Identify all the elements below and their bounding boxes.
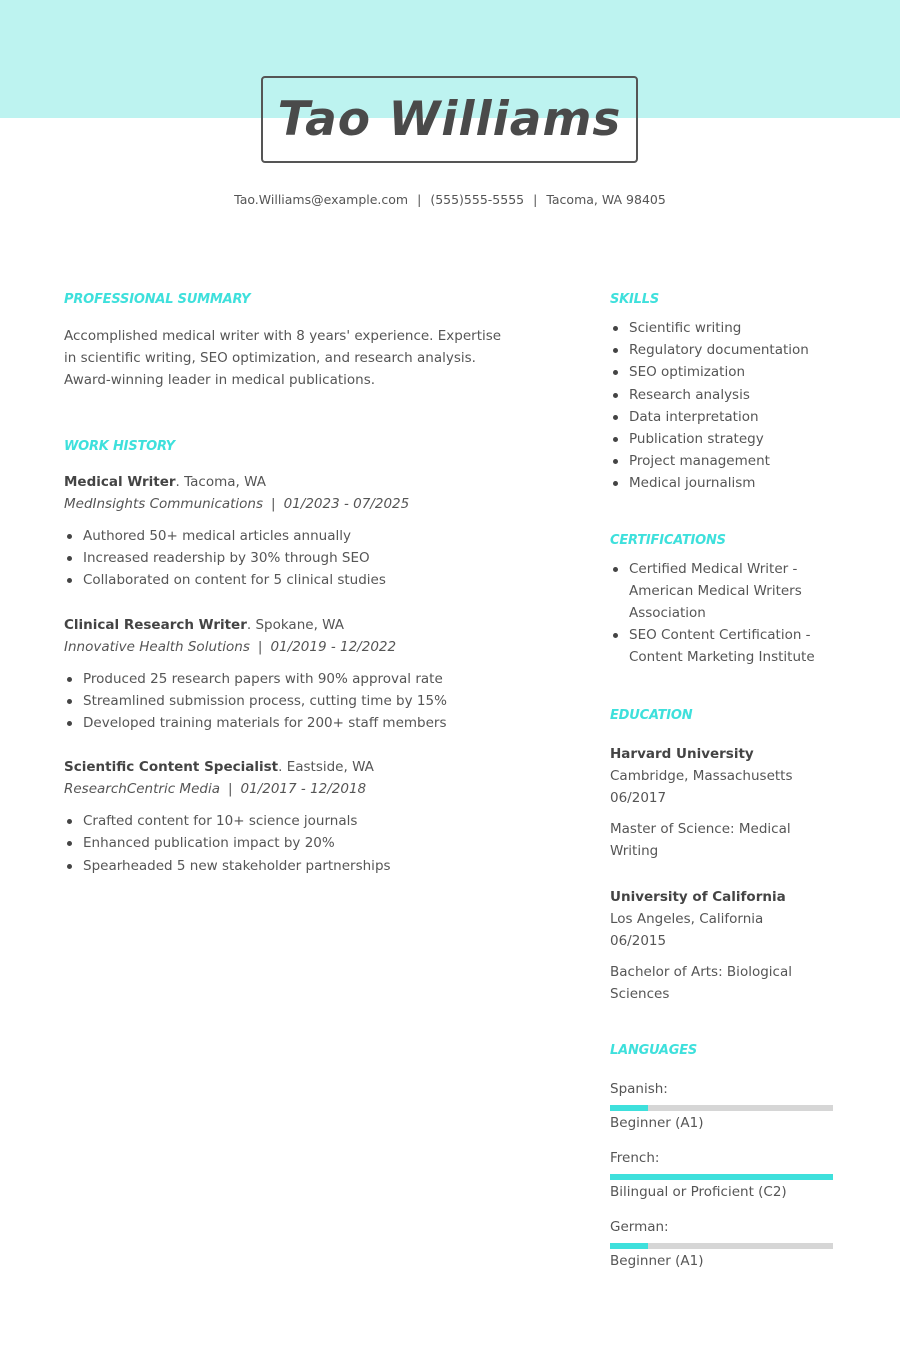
job-bullet: Increased readership by 30% through SEO xyxy=(64,547,514,569)
language-name: French: xyxy=(610,1149,660,1166)
job-company: MedInsights Communications xyxy=(64,496,264,512)
education-location: Los Angeles, California xyxy=(610,910,764,927)
skill-item: Publication strategy xyxy=(610,428,835,450)
contact-separator: | xyxy=(417,192,422,207)
job-location: . Eastside, WA xyxy=(278,759,374,776)
job-separator: | xyxy=(227,781,233,798)
job-bullets xyxy=(64,810,514,877)
contact-phone: (555)555-5555 xyxy=(430,192,525,207)
job-role: Clinical Research Writer xyxy=(64,616,247,633)
summary-text: Accomplished medical writer with 8 years' experience. Expertise in scientific writing, SEO optimization, and research analysis. Award-winning leader in medical publications. xyxy=(64,328,502,388)
skill-item: Research analysis xyxy=(610,384,835,406)
language-proficiency-fill xyxy=(610,1243,648,1249)
job-separator: | xyxy=(257,638,263,655)
education-degree: Master of Science: Medical Writing xyxy=(610,820,791,859)
name-box xyxy=(261,76,638,163)
job-bullets xyxy=(64,668,514,735)
job-separator: | xyxy=(271,496,276,512)
certifications-list xyxy=(610,558,835,669)
language-item xyxy=(610,1078,835,1134)
skill-item: Medical journalism xyxy=(610,472,835,494)
section-title-skills: SKILLS xyxy=(610,292,660,307)
education-location: Cambridge, Massachusetts xyxy=(610,767,793,784)
job-entry xyxy=(64,614,514,735)
job-entry xyxy=(64,756,514,877)
job-location: . Spokane, WA xyxy=(246,616,344,633)
language-level: Beginner (A1) xyxy=(610,1252,704,1269)
contact-line xyxy=(0,192,900,207)
contact-location: Tacoma, WA 98405 xyxy=(546,192,666,207)
job-bullet: Developed training materials for 200+ staff members xyxy=(64,712,514,734)
contact-separator: | xyxy=(533,192,538,207)
job-entry xyxy=(64,471,514,592)
job-bullet: Spearheaded 5 new stakeholder partnerships xyxy=(64,855,514,877)
skill-item: Regulatory documentation xyxy=(610,339,835,361)
job-dates: 01/2017 - 12/2018 xyxy=(240,781,367,798)
languages-list xyxy=(610,1078,835,1272)
certification-item: SEO Content Certification - Content Marketing Institute xyxy=(610,624,835,668)
job-location: . Tacoma, WA xyxy=(175,474,266,490)
right-column xyxy=(610,292,835,1272)
language-proficiency-bar xyxy=(610,1105,833,1111)
education-entry xyxy=(610,743,835,862)
contact-email: Tao.Williams@example.com xyxy=(234,192,409,207)
language-proficiency-fill xyxy=(610,1105,648,1111)
job-dates: 01/2023 - 07/2025 xyxy=(283,496,410,512)
skill-item: Data interpretation xyxy=(610,406,835,428)
section-title-summary: PROFESSIONAL SUMMARY xyxy=(64,292,251,307)
job-bullets xyxy=(64,525,514,592)
language-proficiency-bar xyxy=(610,1174,833,1180)
education-date: 06/2015 xyxy=(610,932,667,949)
candidate-name: Tao Williams xyxy=(277,92,622,147)
section-title-languages: LANGUAGES xyxy=(610,1042,698,1058)
job-company: Innovative Health Solutions xyxy=(64,638,250,655)
job-bullet: Authored 50+ medical articles annually xyxy=(64,525,514,547)
education-degree: Bachelor of Arts: Biological Sciences xyxy=(610,963,792,1002)
job-role: Scientific Content Specialist xyxy=(64,759,279,776)
skill-item: Scientific writing xyxy=(610,317,835,339)
job-role: Medical Writer xyxy=(64,474,176,490)
language-proficiency-bar xyxy=(610,1243,833,1249)
job-bullet: Streamlined submission process, cutting time by 15% xyxy=(64,690,514,712)
skill-item: Project management xyxy=(610,450,835,472)
education-school: Harvard University xyxy=(610,745,754,762)
job-bullet: Collaborated on content for 5 clinical studies xyxy=(64,569,514,591)
education-date: 06/2017 xyxy=(610,789,667,806)
language-name: Spanish: xyxy=(610,1080,668,1097)
education-school: University of California xyxy=(610,888,786,905)
language-item xyxy=(610,1147,835,1203)
job-company: ResearchCentric Media xyxy=(64,781,220,798)
section-title-certifications: CERTIFICATIONS xyxy=(610,532,726,548)
education-entry xyxy=(610,886,835,1005)
language-item xyxy=(610,1216,835,1272)
language-name: German: xyxy=(610,1218,669,1235)
job-bullet: Produced 25 research papers with 90% approval rate xyxy=(64,668,514,690)
language-proficiency-fill xyxy=(610,1174,833,1180)
job-dates: 01/2019 - 12/2022 xyxy=(270,638,397,655)
language-level: Beginner (A1) xyxy=(610,1114,704,1131)
section-title-work-history: WORK HISTORY xyxy=(64,439,175,454)
section-title-education: EDUCATION xyxy=(610,707,693,723)
skill-item: SEO optimization xyxy=(610,361,835,383)
certification-item: Certified Medical Writer - American Medical Writers Association xyxy=(610,558,835,625)
left-column xyxy=(64,292,514,877)
job-bullet: Crafted content for 10+ science journals xyxy=(64,810,514,832)
skills-list xyxy=(610,317,835,495)
language-level: Bilingual or Proficient (C2) xyxy=(610,1183,787,1200)
job-bullet: Enhanced publication impact by 20% xyxy=(64,832,514,854)
